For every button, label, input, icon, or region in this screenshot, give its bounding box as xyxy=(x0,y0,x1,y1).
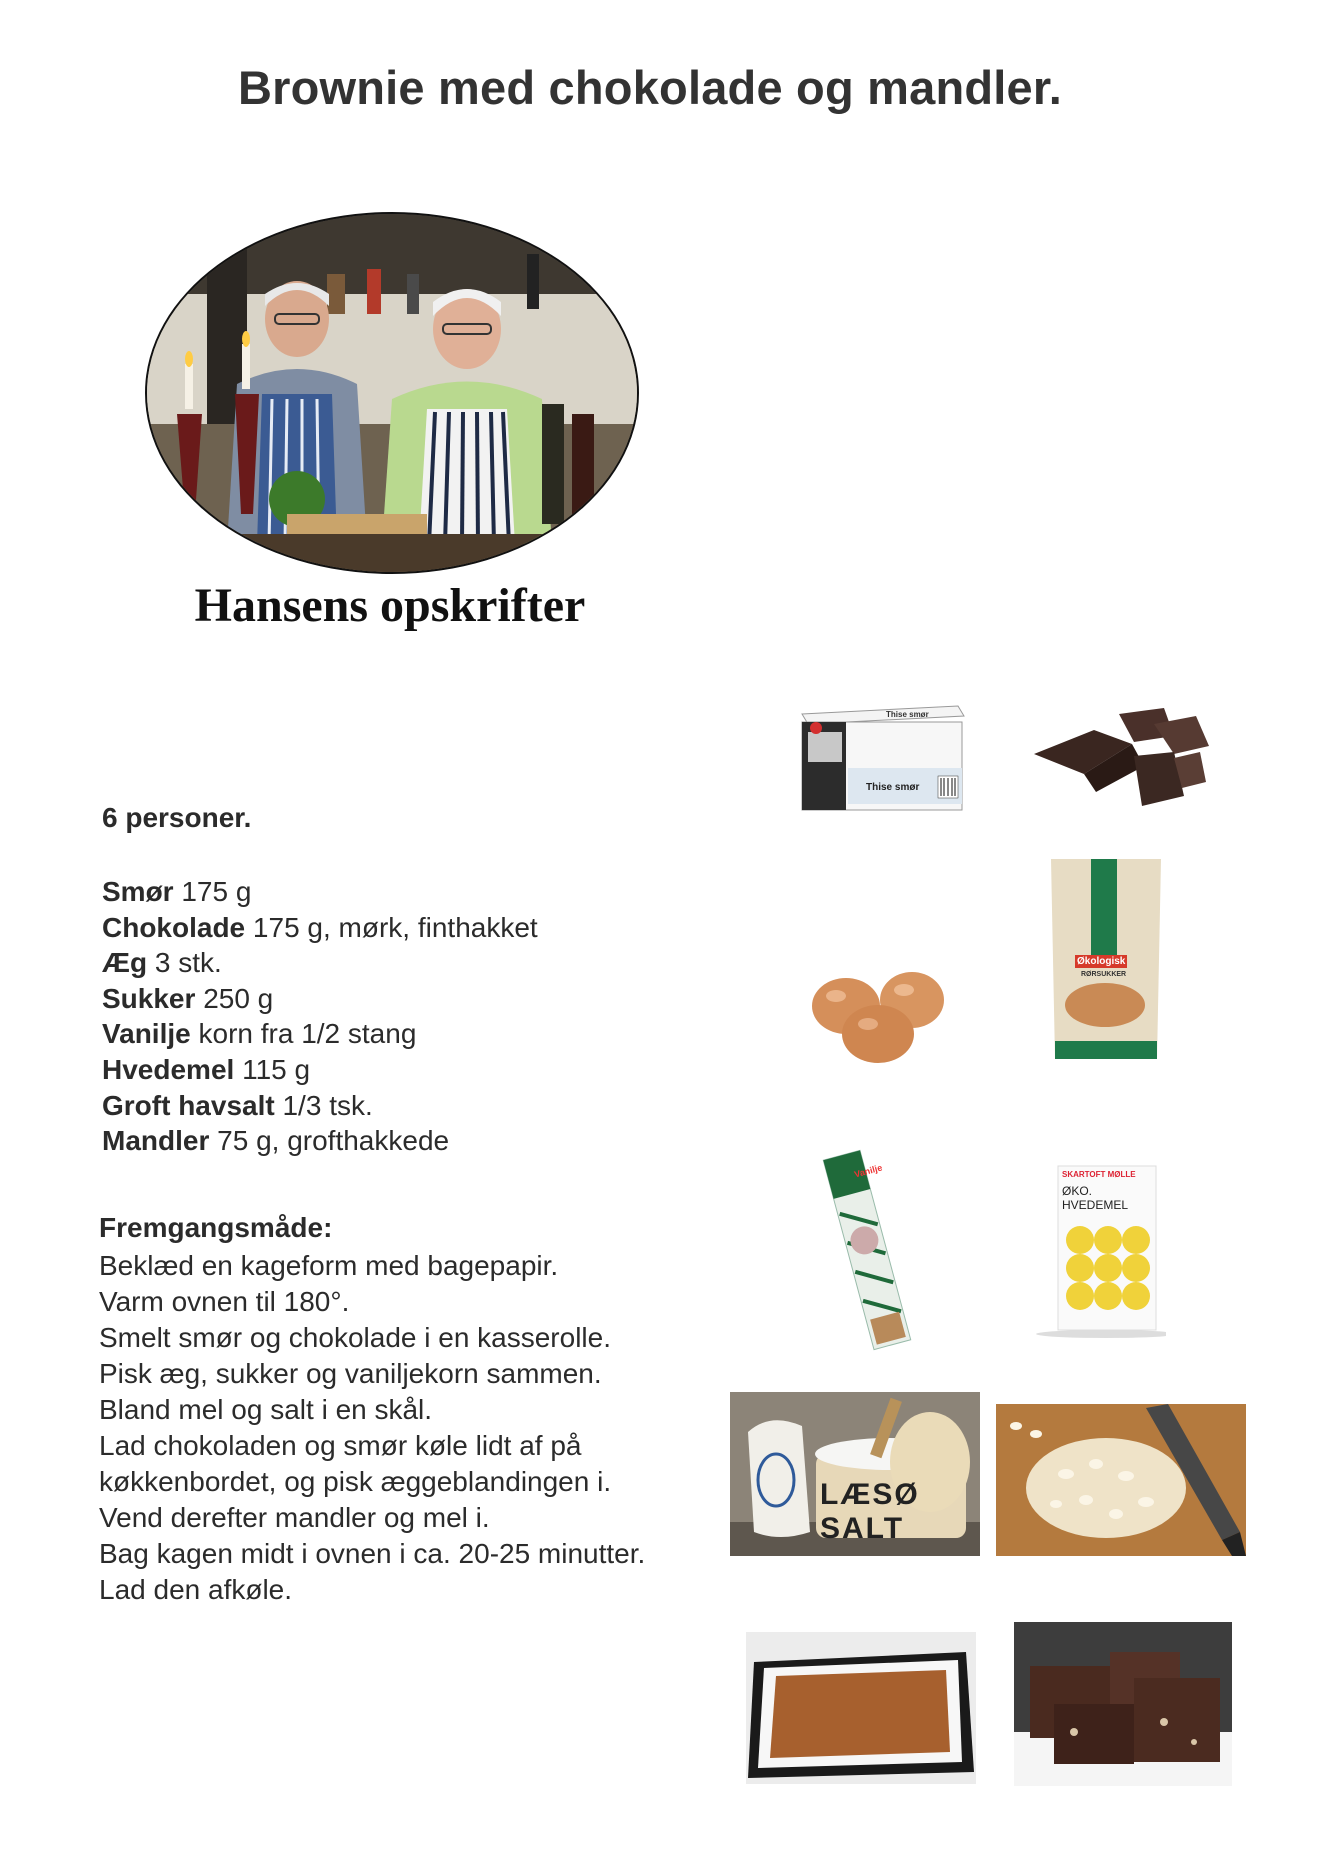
method-step: Lad den afkøle. xyxy=(99,1574,293,1605)
ingredient-item xyxy=(102,910,538,946)
ingredient-amount: 3 stk. xyxy=(154,947,222,979)
ingredient-amount: 250 g xyxy=(203,982,274,1014)
chefs-portrait-photo xyxy=(145,212,639,574)
butter-label: Thise smør xyxy=(866,782,920,793)
ingredient-name: Groft havsalt xyxy=(102,1089,275,1121)
butter-label: Thise smør xyxy=(886,710,929,719)
chocolate-photo xyxy=(1024,696,1214,814)
method-step: Varm ovnen til 180°. xyxy=(99,1286,350,1317)
method-step: Bland mel og salt i en skål. xyxy=(99,1394,433,1425)
vanilla-photo xyxy=(808,1148,926,1352)
salt-photo xyxy=(730,1392,980,1556)
ingredient-name: Chokolade xyxy=(102,911,246,943)
ingredient-amount: 75 g, grofthakkede xyxy=(217,1125,450,1157)
sugar-photo xyxy=(1045,855,1167,1067)
ingredient-name: Hvedemel xyxy=(102,1053,235,1085)
flour-label: HVEDEMEL xyxy=(1062,1198,1129,1212)
method-step: Beklæd en kageform med bagepapir. xyxy=(99,1250,559,1281)
ingredient-item xyxy=(102,945,538,981)
ingredient-amount: 175 g, mørk, finthakket xyxy=(252,911,538,943)
ingredient-item xyxy=(102,874,538,910)
ingredient-amount: 1/3 tsk. xyxy=(282,1089,373,1121)
ingredient-amount: korn fra 1/2 stang xyxy=(198,1018,417,1050)
flour-label: ØKO. xyxy=(1062,1184,1093,1198)
ingredient-item xyxy=(102,1016,538,1052)
method-steps xyxy=(99,1248,659,1608)
ingredient-name: Mandler xyxy=(102,1125,210,1157)
ingredient-item xyxy=(102,981,538,1017)
ingredient-name: Smør xyxy=(102,876,174,907)
sugar-label: RØRSUKKER xyxy=(1081,971,1127,978)
almonds-photo xyxy=(996,1404,1246,1556)
method-step: Smelt smør og chokolade i en kasserolle. xyxy=(99,1322,611,1353)
method-heading: Fremgangsmåde: xyxy=(99,1212,333,1243)
ingredient-item xyxy=(102,1123,538,1159)
document-title: Brownie med chokolade og mandler. xyxy=(237,61,1063,114)
ingredient-item xyxy=(102,1052,538,1088)
brand-name: Hansens opskrifter xyxy=(194,579,586,632)
servings: 6 personer. xyxy=(102,802,252,833)
ingredient-item xyxy=(102,1088,538,1124)
method-step: Bag kagen midt i ovnen i ca. 20-25 minutter. xyxy=(99,1538,646,1569)
ingredients-list xyxy=(102,874,538,1159)
ingredient-name: Sukker xyxy=(102,982,196,1014)
method-step: Pisk æg, sukker og vaniljekorn sammen. xyxy=(99,1358,602,1389)
flour-photo xyxy=(996,1158,1166,1338)
ingredient-name: Æg xyxy=(102,947,148,979)
ingredient-amount: 115 g xyxy=(242,1053,311,1085)
flour-brand: SKARTOFT MØLLE xyxy=(1062,1170,1136,1179)
method-step: Lad chokoladen og smør køle lidt af på køkkenbordet, og pisk æggeblandingen i. xyxy=(99,1430,612,1497)
method-step: Vend derefter mandler og mel i. xyxy=(99,1502,490,1533)
brownies-photo xyxy=(1014,1622,1232,1786)
vanilla-label: Vanilje xyxy=(853,1162,884,1180)
baking-tray-photo xyxy=(746,1632,976,1784)
eggs-photo xyxy=(808,966,948,1068)
ingredient-amount: 175 g xyxy=(181,876,252,907)
butter-photo xyxy=(788,692,972,814)
sugar-brand: Økologisk xyxy=(1077,956,1126,967)
salt-label: LÆSØ SALT xyxy=(820,1478,920,1545)
ingredient-name: Vanilje xyxy=(102,1018,191,1050)
